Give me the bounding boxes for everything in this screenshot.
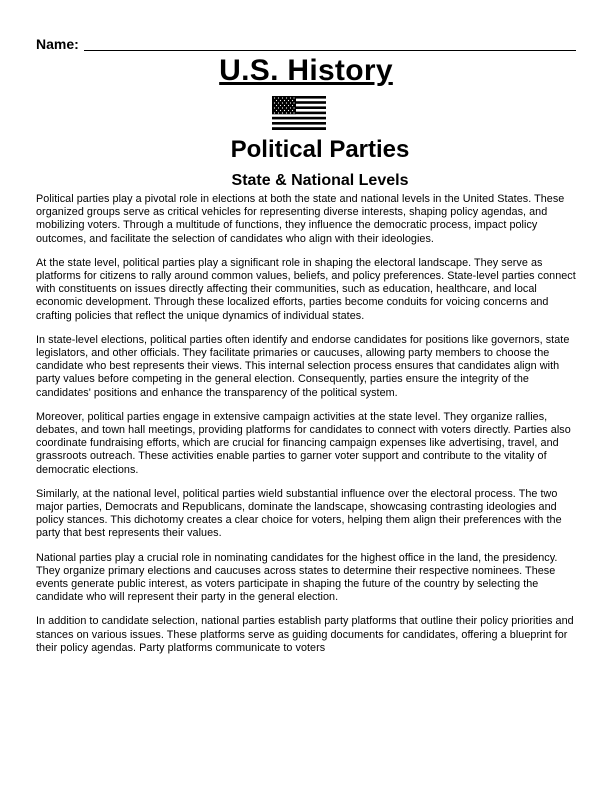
reading-passage xyxy=(36,193,577,666)
page-title: U.S. History xyxy=(219,54,393,87)
paragraph: At the state level, political parties play a significant role in shaping the electoral landscape. They serve as platforms for citizens to rally around common values, beliefs, and policy preferences. State-level parties connect with constituents on issues directly affecting their communities, such as education, healthcare, and local economic development. Through these localized efforts, parties become conduits for voicing concerns and crafting policies that reflect the unique dynamics of individual states. xyxy=(36,256,576,322)
paragraph: Political parties play a pivotal role in elections at both the state and national levels in the United States. These organized groups serve as critical vehicles for representing diverse interests, shaping policy agendas, and mobilizing voters. Through a multitude of functions, they influence the democratic process, impact policy outcomes, and facilitate the selection of candidates who align with their ideologies. xyxy=(36,193,565,245)
paragraph: In addition to candidate selection, national parties establish party platforms that outline their policy priorities and stances on various issues. These platforms serve as guiding documents for candidates, offering a blueprint for their policy agendas. Party platforms communicate to voters xyxy=(36,615,574,654)
paragraph: National parties play a crucial role in nominating candidates for the highest office in the land, the presidency. They organize primary elections and caucuses across states to determine their respective nominees. These events generate public interest, as voters participate in shaping the future of the country by selecting the candidate who will represent their party in the general election. xyxy=(36,551,558,604)
name-row xyxy=(36,36,576,54)
name-label: Name: xyxy=(36,36,79,52)
paragraph: In state-level elections, political parties often identify and endorse candidates for positions like governors, state legislators, and other officials. They facilitate primaries or caucuses, allowing party members to choose the candidate who best represents their views. This internal selection process ensures that candidates align with party values before competing in the general election. Consequently, parties ensure the integrity of the candidates' positions and enhance the transparency of the political system. xyxy=(36,333,570,399)
paragraph: Moreover, political parties engage in extensive campaign activities at the state level. They organize rallies, debates, and town hall meetings, providing platforms for candidates to connect with voters directly. Parties also coordinate fundraising efforts, which are crucial for financing campaign expenses like advertising, travel, and grassroots outreach. These activities enable parties to garner voter support and contribute to the vitality of democratic elections. xyxy=(36,410,571,476)
topic-heading: Political Parties xyxy=(230,136,410,163)
us-flag-icon xyxy=(272,96,326,130)
paragraph: Similarly, at the national level, political parties wield substantial influence over the electoral process. The two major parties, Democrats and Republicans, dominate the landscape, showcasing contrasting ideologies and policy stances. This dichotomy creates a clear choice for voters, helping them align their preferences with the party that best represents their values. xyxy=(36,487,562,540)
name-blank-line xyxy=(84,50,576,51)
section-heading: State & National Levels xyxy=(231,172,409,189)
